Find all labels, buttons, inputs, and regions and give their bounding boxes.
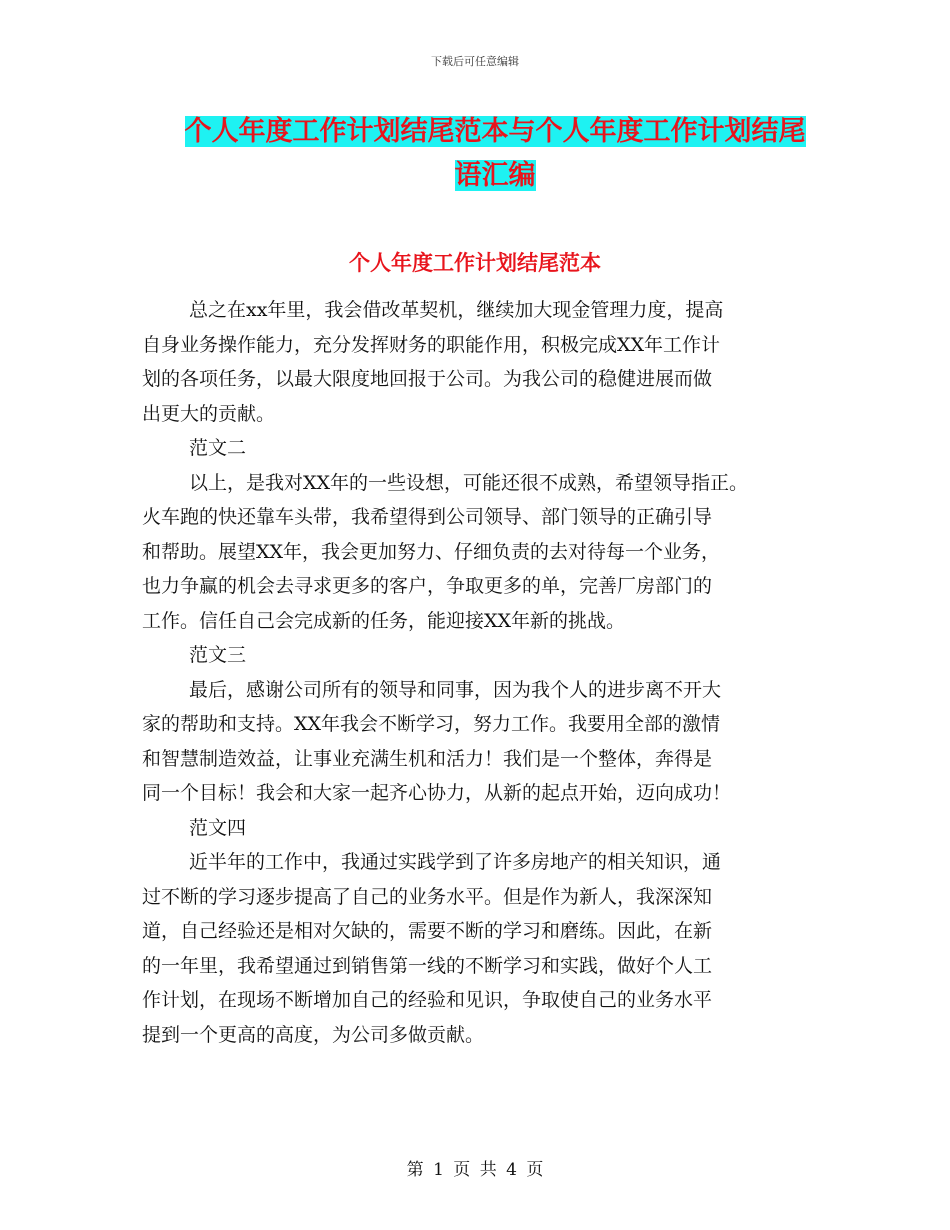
paragraph-4-line: 的一年里，我希望通过到销售第一线的不断学习和实践，做好个人工 (142, 954, 713, 977)
paragraph-2-line: 和帮助。展望XX年，我会更加努力、仔细负责的去对待每一个业务， (142, 540, 721, 563)
paragraph-1-line: 出更大的贡献。 (142, 402, 276, 425)
paragraph-1-line: 自身业务操作能力，充分发挥财务的职能作用，积极完成XX年工作计 (142, 333, 721, 356)
paragraph-2-line: 火车跑的快还靠车头带，我希望得到公司领导、部门领导的正确引导 (142, 506, 713, 528)
paragraph-2-line: 也力争赢的机会去寻求更多的客户，争取更多的单，完善厂房部门的 (142, 575, 713, 597)
page-number-footer: 第 1 页 共 4 页 (406, 1160, 544, 1180)
paragraph-2-line: 工作。信任自己会完成新的任务，能迎接XX年新的挑战。 (142, 609, 626, 632)
subheading-example-3: 范文三 (189, 644, 247, 666)
paragraph-3-line: 家的帮助和支持。XX年我会不断学习，努力工作。我要用全部的激情 (142, 713, 721, 735)
paragraph-3-line: 最后，感谢公司所有的领导和同事，因为我个人的进步离不开大 (189, 678, 722, 701)
section-title: 个人年度工作计划结尾范本 (349, 250, 601, 275)
paragraph-4-line: 提到一个更高的高度，为公司多做贡献。 (142, 1023, 485, 1046)
subheading-example-4: 范文四 (189, 816, 247, 839)
paragraph-4-line: 作计划，在现场不断增加自己的经验和见识，争取使自己的业务水平 (142, 989, 713, 1011)
paragraph-2-line: 以上，是我对XX年的一些设想，可能还很不成熟，希望领导指正。 (189, 471, 749, 494)
document-title-line-1: 个人年度工作计划结尾范本与个人年度工作计划结尾 (184, 116, 806, 147)
paragraph-3-line: 同一个目标！我会和大家一起齐心协力，从新的起点开始，迈向成功！ (142, 782, 732, 804)
paragraph-1-line: 总之在xx年里，我会借改革契机，继续加大现金管理力度，提高 (189, 299, 724, 321)
document-title-line-2: 语汇编 (454, 160, 536, 191)
paragraph-4-line: 过不断的学习逐步提高了自己的业务水平。但是作为新人，我深深知 (142, 885, 713, 908)
paragraph-1-line: 划的各项任务，以最大限度地回报于公司。为我公司的稳健进展而做 (142, 368, 713, 390)
document-body (142, 293, 822, 1052)
paragraph-4-line: 道，自己经验还是相对欠缺的，需要不断的学习和磨练。因此，在新 (142, 920, 713, 942)
header-note: 下载后可任意编辑 (431, 55, 519, 68)
document-title (150, 110, 840, 198)
subheading-example-2: 范文二 (189, 437, 247, 459)
paragraph-3-line: 和智慧制造效益，让事业充满生机和活力！我们是一个整体，奔得是 (142, 747, 713, 770)
paragraph-4-line: 近半年的工作中，我通过实践学到了许多房地产的相关知识，通 (189, 851, 722, 873)
